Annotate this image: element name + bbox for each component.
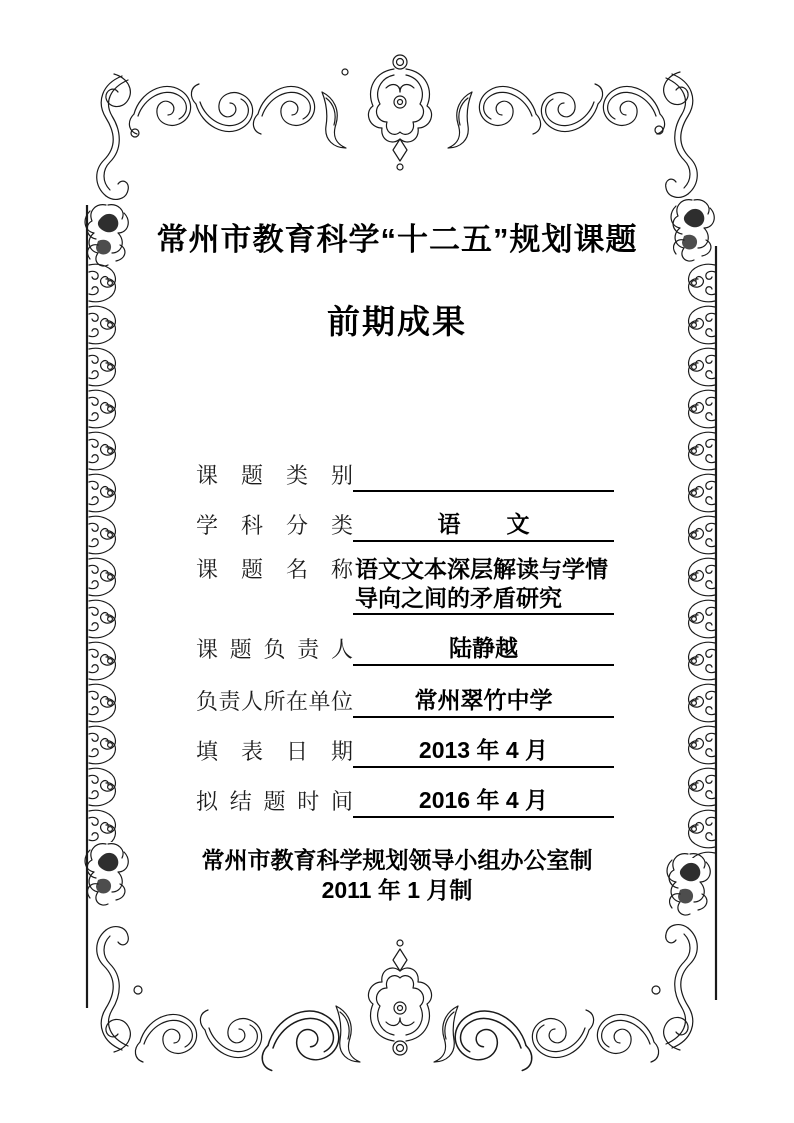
- field-value-underline: 常州翠竹中学: [353, 684, 614, 718]
- field-label: 填 表 日 期: [196, 739, 353, 764]
- form-field-leader: [196, 632, 614, 666]
- field-label: 课 题 负 责 人: [196, 637, 353, 662]
- form-field-organization: [196, 684, 614, 718]
- footer-print-date: 2011 年 1 月制: [321, 877, 473, 903]
- form-field-category: [196, 458, 614, 492]
- field-value-underline: 语文文本深层解读与学情导向之间的矛盾研究: [353, 555, 614, 615]
- field-label: 学 科 分 类: [196, 513, 353, 538]
- form-field-subject: [196, 508, 614, 542]
- field-value-underline: [353, 458, 614, 492]
- field-value-underline: 陆静越: [353, 632, 614, 666]
- field-label: 课 题 类 别: [196, 463, 353, 488]
- field-value-underline: 2013 年 4 月: [353, 734, 614, 768]
- document-subtitle: 前期成果: [327, 303, 467, 340]
- footer-issuer: 常州市教育科学规划领导小组办公室制: [201, 847, 593, 873]
- document-footer: [0, 845, 794, 905]
- field-label: 课 题 名 称: [196, 557, 353, 582]
- form-field-fill-date: [196, 734, 614, 768]
- field-label: 负责人所在单位: [196, 689, 353, 714]
- bottom-border-scrollwork: [97, 925, 698, 1071]
- top-border-scrollwork: [97, 55, 698, 199]
- field-value-underline: 2016 年 4 月: [353, 784, 614, 818]
- form-field-completion-date: [196, 784, 614, 818]
- form-field-project-name: [196, 555, 614, 615]
- field-label: 拟 结 题 时 间: [196, 789, 353, 814]
- field-value-underline: 语 文: [353, 508, 614, 542]
- document-title: 常州市教育科学“十二五”规划课题: [156, 222, 638, 257]
